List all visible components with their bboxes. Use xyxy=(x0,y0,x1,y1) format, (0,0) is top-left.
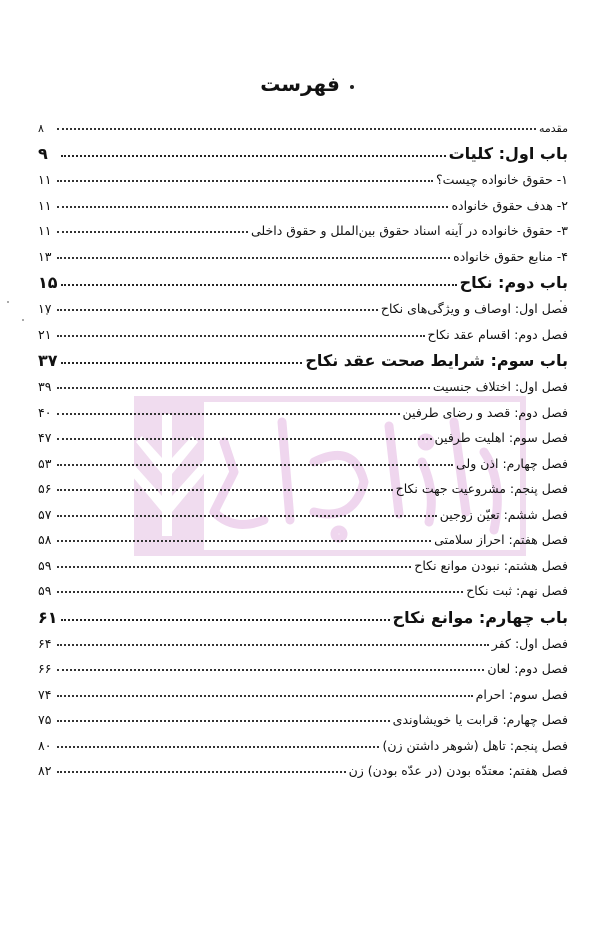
toc-entry-row[interactable] xyxy=(38,527,568,553)
toc-entry-row[interactable] xyxy=(38,631,568,657)
dot-leader xyxy=(61,272,457,288)
toc-page-number: ۶۱ xyxy=(38,607,58,627)
dot-leader xyxy=(57,481,393,494)
toc-entry-row[interactable] xyxy=(38,451,568,477)
toc-chapter-row[interactable] xyxy=(38,347,568,374)
dot-leader xyxy=(57,737,379,750)
dot-leader xyxy=(61,607,390,623)
dot-leader xyxy=(57,430,432,443)
toc-label: باب سوم: شرایط صحت عقد نکاح xyxy=(305,351,568,370)
dot-leader xyxy=(57,455,453,468)
toc-entry-row[interactable] xyxy=(38,374,568,400)
toc-entry-row[interactable] xyxy=(38,118,568,140)
dot-leader xyxy=(57,583,463,596)
toc-label: فصل نهم: ثبت نکاح xyxy=(466,583,568,598)
toc-label: فصل اول: کفر xyxy=(491,635,568,651)
toc-label: فصل دوم: لعان xyxy=(487,661,568,676)
toc-page-number: ۴۷ xyxy=(38,430,52,445)
dot-leader xyxy=(57,301,378,314)
toc-page-number: ۵۷ xyxy=(38,506,52,522)
dot-leader xyxy=(57,223,248,236)
toc-chapter-row[interactable] xyxy=(38,269,568,296)
toc-label: ۳- حقوق خانواده در آینه اسناد حقوق بین‌الملل و حقوق داخلی xyxy=(250,223,568,238)
dot-leader xyxy=(57,404,400,417)
toc-page-number: ۱۱ xyxy=(38,223,52,238)
dot-leader xyxy=(57,532,431,545)
dot-leader xyxy=(57,686,473,699)
toc-page-number: ۱۷ xyxy=(38,301,52,316)
toc-entry-row[interactable] xyxy=(38,425,568,451)
dot-leader xyxy=(57,197,448,210)
toc-entry-row[interactable] xyxy=(38,682,568,708)
toc-entry-row[interactable] xyxy=(38,400,568,426)
toc-entry-row[interactable] xyxy=(38,553,568,579)
toc-page-number: ۱۵ xyxy=(38,273,58,292)
toc-page-number: ۴۰ xyxy=(38,404,52,420)
title-mark xyxy=(350,85,354,89)
toc-label: مقدمه xyxy=(538,122,568,135)
dot-leader xyxy=(57,661,484,674)
toc-label: فصل چهارم: قرابت یا خویشاوندی xyxy=(392,712,568,727)
toc-entry-row[interactable] xyxy=(38,502,568,528)
toc-page-number: ۵۹ xyxy=(38,583,52,598)
toc-label: فصل سوم: احرام xyxy=(475,686,568,702)
toc-page-number: ۱۳ xyxy=(38,248,52,264)
toc-label: باب چهارم: موانع نکاح xyxy=(392,607,568,627)
dot-leader xyxy=(57,635,489,648)
scan-speck xyxy=(22,319,24,321)
toc-page-number: ۵۳ xyxy=(38,455,52,471)
toc-label: فصل هفتم: احراز سلامتی xyxy=(434,532,568,547)
toc-entry-row[interactable] xyxy=(38,296,568,322)
toc-page-number: ۲۱ xyxy=(38,326,52,342)
dot-leader xyxy=(57,326,425,339)
toc-page-number: ۱۱ xyxy=(38,197,52,213)
toc-label: فصل پنجم: مشروعیت جهت نکاح xyxy=(395,481,568,496)
toc-chapter-row[interactable] xyxy=(38,140,568,167)
toc-entry-row[interactable] xyxy=(38,707,568,733)
toc-page-number: ۷۵ xyxy=(38,712,52,727)
toc-page-number: ۵۹ xyxy=(38,557,52,573)
toc-chapter-row[interactable] xyxy=(38,604,568,631)
toc-label: باب اول: کلیات xyxy=(448,144,568,163)
toc-entry-row[interactable] xyxy=(38,656,568,682)
dot-leader xyxy=(57,248,450,261)
toc-label: فصل اول: اختلاف جنسیت xyxy=(432,379,568,394)
toc-page-number: ۵۸ xyxy=(38,532,52,547)
toc-entry-row[interactable] xyxy=(38,244,568,270)
toc-page-number: ۳۹ xyxy=(38,379,52,394)
toc-entry-row[interactable] xyxy=(38,758,568,784)
toc-page-number: ۵۶ xyxy=(38,481,52,496)
toc-page-number: ۱۱ xyxy=(38,172,52,187)
toc-label: ۲- هدف حقوق خانواده xyxy=(451,197,568,213)
dot-leader xyxy=(57,121,536,132)
dot-leader xyxy=(61,143,446,159)
dot-leader xyxy=(57,712,390,725)
dot-leader xyxy=(57,763,346,776)
toc-label: فصل ششم: تعیّن زوجین xyxy=(439,506,568,522)
toc-page-number: ۸ xyxy=(38,122,44,135)
toc-label: فصل چهارم: اذن ولی xyxy=(456,455,568,471)
scan-speck xyxy=(7,301,9,303)
toc-entry-row[interactable] xyxy=(38,733,568,759)
toc-entry-row[interactable] xyxy=(38,218,568,244)
toc-entry-row[interactable] xyxy=(38,167,568,193)
toc-label: فصل دوم: قصد و رضای طرفین xyxy=(402,404,568,420)
toc-page-number: ۸۲ xyxy=(38,763,52,778)
toc-entry-row[interactable] xyxy=(38,476,568,502)
toc-entry-row[interactable] xyxy=(38,578,568,604)
page-title: فهرست xyxy=(260,72,340,96)
toc-label: فصل هفتم: معتدّه بودن (در عدّه بودن) زن xyxy=(348,763,568,778)
toc-page-number: ۶۴ xyxy=(38,635,52,651)
dot-leader xyxy=(57,506,437,519)
toc-label: فصل سوم: اهلیت طرفین xyxy=(434,430,568,445)
toc-page-number: ۷۴ xyxy=(38,686,52,702)
toc-label: ۱- حقوق خانواده چیست؟ xyxy=(436,172,568,187)
toc-label: ۴- منابع حقوق خانواده xyxy=(453,248,568,264)
toc-page-number: ۹ xyxy=(38,144,48,163)
dot-leader xyxy=(57,172,433,185)
dot-leader xyxy=(57,557,411,570)
toc-label: فصل هشتم: نبودن موانع نکاح xyxy=(414,557,568,573)
toc-label: فصل دوم: اقسام عقد نکاح xyxy=(427,326,568,342)
dot-leader xyxy=(57,379,430,392)
dot-leader xyxy=(61,350,302,366)
toc-label: فصل اول: اوصاف و ویژگی‌های نکاح xyxy=(380,301,568,316)
toc-label: باب دوم: نکاح xyxy=(459,273,568,292)
toc-page-number: ۳۷ xyxy=(38,351,58,370)
toc-page-number: ۸۰ xyxy=(38,737,52,753)
toc-page-number: ۶۶ xyxy=(38,661,52,676)
table-of-contents xyxy=(38,118,568,784)
toc-entry-row[interactable] xyxy=(38,322,568,348)
toc-label: فصل پنجم: تاهل (شوهر داشتن زن) xyxy=(382,737,568,753)
toc-entry-row[interactable] xyxy=(38,193,568,219)
